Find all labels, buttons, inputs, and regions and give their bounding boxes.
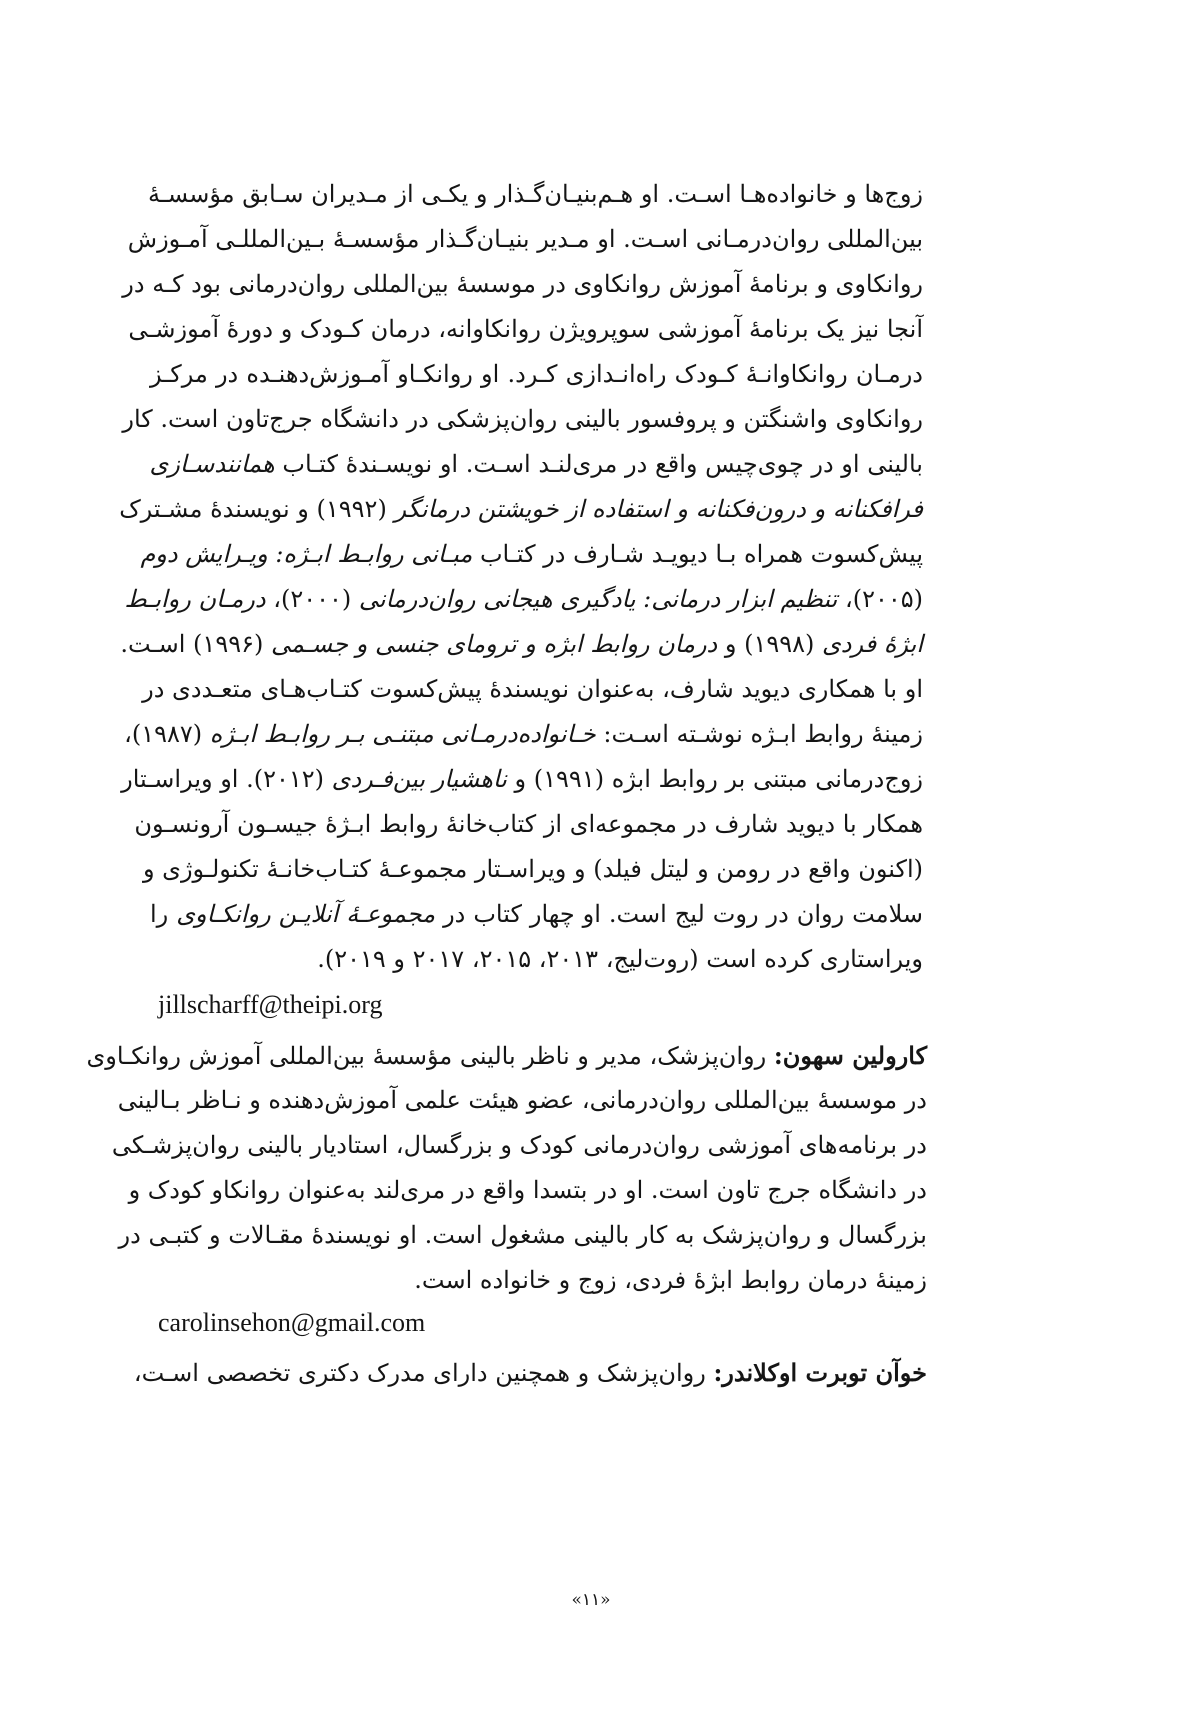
text-segment: (۱۹۹۲) و نویسندهٔ مشـترک <box>119 495 395 523</box>
book-title: درمان روابط ابژه و ترومای جنسی و جسـمی <box>270 630 718 658</box>
book-title: ابژهٔ فردی <box>822 630 923 658</box>
text-line <box>121 757 923 802</box>
text-segment: پیش‌کسوت همراه بـا دیویـد شـارف در کتـاب <box>472 540 923 568</box>
text-segment: همکار با دیوید شارف در مجموعه‌ای از کتاب‌خانهٔ روابط ابـژهٔ جیسـون آرونسـون <box>134 810 923 838</box>
text-line <box>133 1350 927 1395</box>
text-segment: سلامت روان در روت لیج است. او چهار کتاب در <box>435 900 923 928</box>
book-title: خـانواده‌درمـانی مبتنـی بـر روابـط ابـژه <box>209 720 596 748</box>
book-title: فرافکنانه و درون‌فکنانه و استفاده از خویشتن درمانگر <box>394 495 923 523</box>
text-line <box>142 847 923 892</box>
text-line <box>147 172 923 217</box>
text-segment: در برنامه‌های آموزشی روان‌درمانی کودک و بزرگسال، استادیار بالینی روان‌پزشـکی <box>111 1131 927 1159</box>
text-segment: زوج‌درمانی مبتنی بر روابط ابژه (۱۹۹۱) و <box>506 765 923 793</box>
text-segment: (۲۰۱۲). او ویراسـتار <box>121 765 332 793</box>
author-name: خوآن توبرت اوکلاندر: <box>713 1358 927 1387</box>
text-line <box>111 1123 927 1168</box>
text-segment: درمـان روانکاوانـهٔ کـودک راه‌انـدازی کـرد. او روانکـاو آمـوزش‌دهنـده در مرکـز <box>150 360 923 388</box>
text-line <box>122 262 923 307</box>
text-line <box>140 532 923 577</box>
text-line <box>150 892 923 937</box>
text-segment: را <box>150 900 177 928</box>
text-segment: در دانشگاه جرج تاون است. او در بتسدا واقع در مری‌لند به‌عنوان روانکاو کودک و <box>128 1176 927 1204</box>
book-title: مبـانی روابـط ابـژه: ویـرایش دوم <box>140 540 473 568</box>
text-segment: بین‌المللی روان‌درمـانی اسـت. او مـدیر بنیـان‌گـذار مؤسسـهٔ بـین‌المللـی آمـوزش <box>127 225 923 253</box>
text-segment: در موسسهٔ بین‌المللی روان‌درمانی، عضو هیئت علمی آموزش‌دهنده و نـاظر بـالینی <box>117 1086 927 1114</box>
text-segment: روانکاوی واشنگتن و پروفسور بالینی روان‌پزشکی در دانشگاه جرج‌تاون است. کار <box>122 405 923 433</box>
text-segment: (اکنون واقع در رومن و لیتل فیلد) و ویراسـتار مجموعـهٔ کتـاب‌خانـهٔ تکنولـوژی و <box>142 855 923 883</box>
text-line <box>150 1258 927 1303</box>
book-title: همانندسـازی <box>149 450 275 478</box>
text-line <box>128 1168 927 1213</box>
text-segment: آنجا نیز یک برنامهٔ آموزشی سوپرویژن روانکاوانه، درمان کـودک و دورهٔ آموزشـی <box>128 315 923 343</box>
text-line <box>118 1213 927 1258</box>
text-line <box>86 1033 927 1078</box>
book-title: تنظیم ابزار درمانی: یادگیری هیجانی روان‌درمانی <box>358 585 838 613</box>
ocallander-bio-paragraph <box>133 1350 927 1395</box>
text-line <box>124 712 923 757</box>
text-line <box>122 397 923 442</box>
sehon-bio-paragraph <box>86 1033 927 1303</box>
text-segment: روان‌پزشک و همچنین دارای مدرک دکتری تخصصی اسـت، <box>133 1359 714 1387</box>
text-segment: زوج‌ها و خانواده‌هـا اسـت. او هـم‌بنیـان‌گـذار و یکـی از مـدیران سـابق مؤسسـهٔ <box>147 180 923 208</box>
page-number: «۱۱» <box>571 1590 611 1610</box>
text-segment: ویراستاری کرده است (روت‌لیج، ۲۰۱۳، ۲۰۱۵، ۲۰۱۷ و ۲۰۱۹). <box>317 945 923 973</box>
text-segment: زمینهٔ درمان روابط ابژهٔ فردی، زوج و خانواده است. <box>414 1266 927 1294</box>
text-segment: (۱۹۸۷)، <box>124 720 210 748</box>
text-segment: او با همکاری دیوید شارف، به‌عنوان نویسندهٔ پیش‌کسوت کتـاب‌هـای متعـددی در <box>142 675 923 703</box>
book-title: مجموعـهٔ آنلایـن روانکـاوی <box>176 900 436 928</box>
scharff-email: jillscharff@theipi.org <box>158 990 383 1019</box>
text-line <box>150 442 923 487</box>
text-segment: روانکاوی و برنامهٔ آموزش روانکاوی در موسسهٔ بین‌المللی روان‌درمانی بود کـه در <box>122 270 923 298</box>
scharff-bio-paragraph <box>119 172 923 982</box>
text-segment: بزرگسال و روان‌پزشک به کار بالینی مشغول است. او نویسندهٔ مقـالات و کتبـی در <box>118 1221 927 1249</box>
text-line <box>119 487 923 532</box>
text-line <box>150 352 923 397</box>
text-line <box>150 937 923 982</box>
text-line <box>117 1078 927 1123</box>
text-segment: (۲۰۰۵)، <box>837 585 923 613</box>
book-title: ناهشیار بین‌فـردی <box>331 765 507 793</box>
text-line <box>128 307 923 352</box>
text-segment: (۱۹۹۶) اسـت. <box>120 630 271 658</box>
text-segment: (۲۰۰۰)، <box>265 585 359 613</box>
sehon-email: carolinsehon@gmail.com <box>158 1308 426 1337</box>
text-segment: بالینی او در چوی‌چیس واقع در مری‌لنـد اسـت. او نویسـندهٔ کتـاب <box>274 450 923 478</box>
author-name: کارولین سهون: <box>773 1041 927 1070</box>
text-line <box>127 217 923 262</box>
text-line <box>142 667 923 712</box>
text-line <box>120 622 923 667</box>
text-segment: روان‌پزشک، مدیر و ناظر بالینی مؤسسهٔ بین‌المللی آموزش روانکـاوی <box>86 1042 774 1070</box>
text-segment: (۱۹۹۸) و <box>717 630 823 658</box>
text-line <box>124 577 923 622</box>
book-title: درمـان روابـط <box>124 585 266 613</box>
text-line <box>134 802 923 847</box>
text-segment: زمینهٔ روابط ابـژه نوشـته اسـت: <box>595 720 923 748</box>
